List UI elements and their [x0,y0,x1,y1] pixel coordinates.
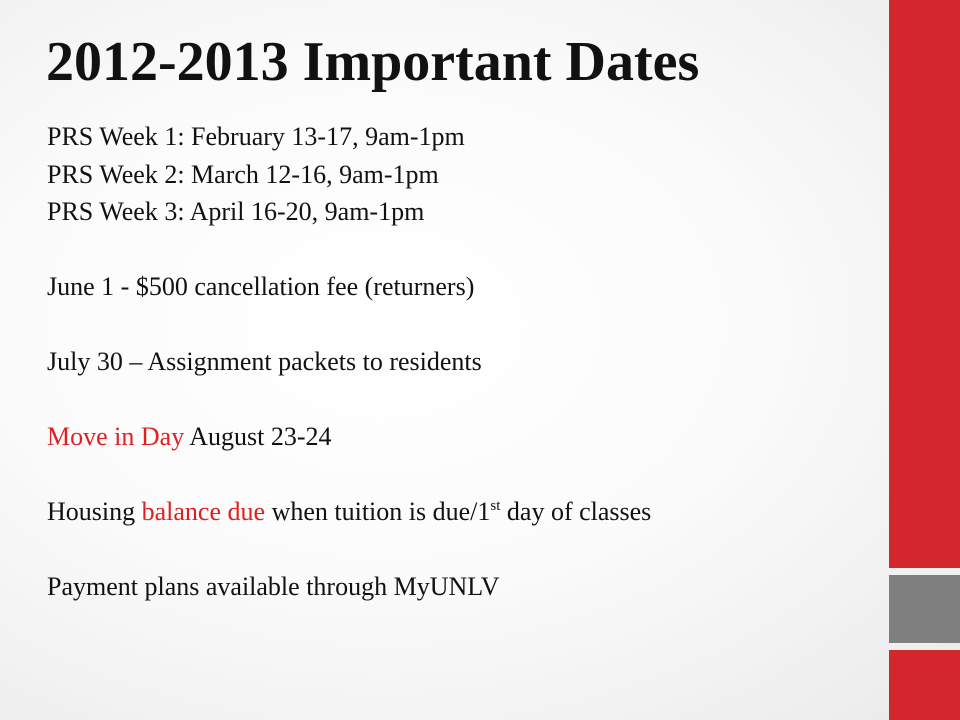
balance-due-highlight: balance due [141,497,266,526]
move-in-day-line [47,418,877,456]
assignment-packets-line: July 30 – Assignment packets to residents [47,347,482,376]
balance-suffix: day of classes [500,497,652,526]
side-accent-bar-middle [889,575,960,643]
slide-body [47,118,877,606]
spacer [47,531,877,569]
spacer [47,306,877,344]
spacer [47,456,877,494]
side-accent-bar-bottom [889,650,960,720]
slide-title: 2012-2013 Important Dates [46,31,700,93]
cancellation-fee-line: June 1 - $500 cancellation fee (returners) [47,272,475,301]
prs-week-1: PRS Week 1: February 13-17, 9am-1pm [47,122,465,151]
prs-week-2: PRS Week 2: March 12-16, 9am-1pm [47,159,439,189]
spacer [47,231,877,269]
balance-middle: when tuition is due/1 [265,497,491,526]
balance-due-line [47,493,877,531]
move-in-day-date: August 23-24 [184,422,332,451]
move-in-day-highlight: Move in Day [47,422,185,451]
ordinal-superscript: st [490,498,501,514]
prs-week-3: PRS Week 3: April 16-20, 9am-1pm [47,197,425,226]
spacer [47,381,877,419]
balance-prefix: Housing [47,497,142,526]
side-accent-bar-top [889,0,960,568]
payment-plans-line: Payment plans available through MyUNLV [47,572,500,601]
